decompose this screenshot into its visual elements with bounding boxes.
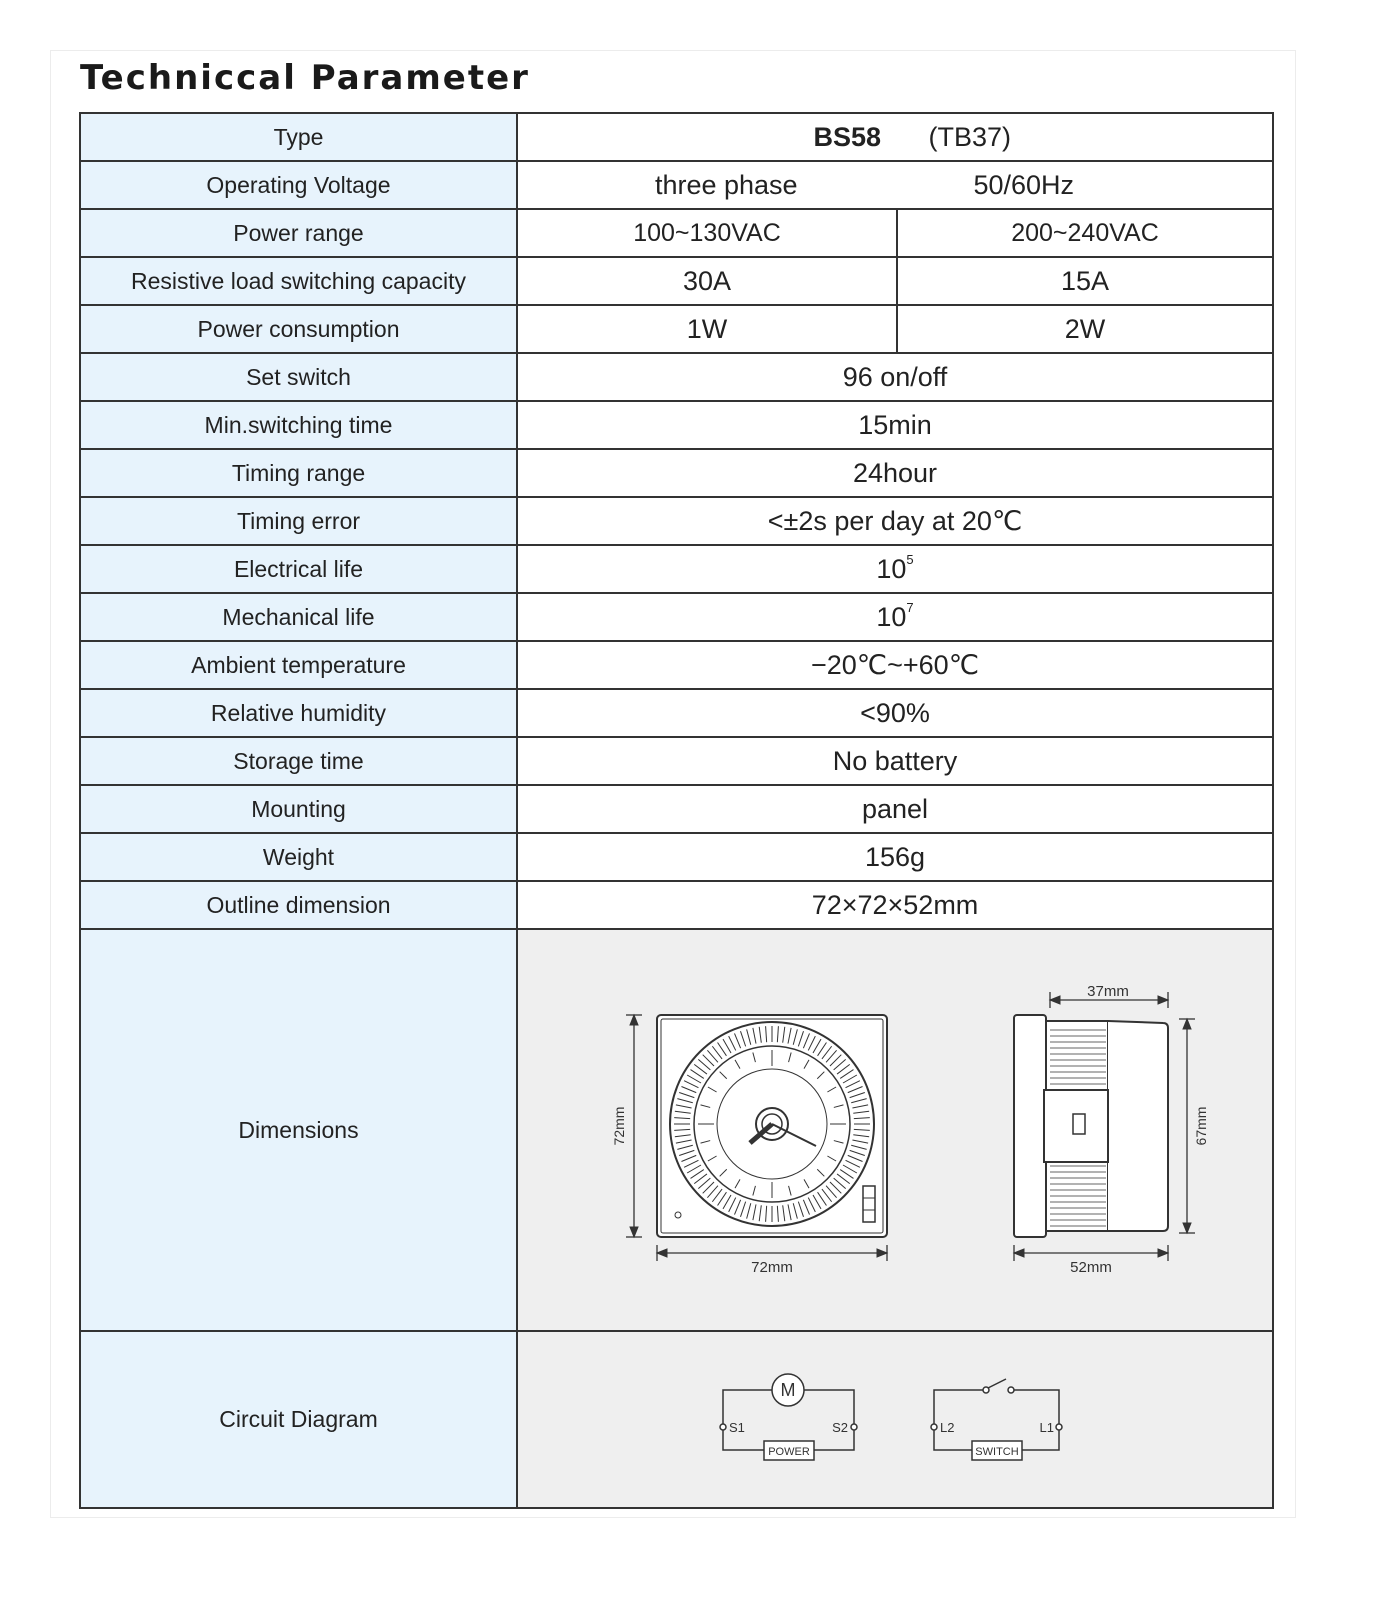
row-label: Relative humidity [80, 689, 517, 737]
table-row [80, 785, 1273, 833]
row-label: Circuit Diagram [80, 1331, 517, 1508]
switch-contact [988, 1379, 1006, 1388]
table-row [80, 305, 1273, 353]
table-row [80, 209, 1273, 257]
front-height-label: 72mm [611, 1106, 627, 1146]
table-row [80, 353, 1273, 401]
resistive-low: 30A [517, 257, 897, 305]
dimension-drawing [518, 930, 1272, 1325]
spec-table [79, 112, 1274, 1509]
table-row [80, 257, 1273, 305]
motor-label: M [780, 1380, 796, 1400]
consumption-high: 2W [897, 305, 1273, 353]
min-switch-value: 15min [517, 401, 1273, 449]
storage-value: No battery [517, 737, 1273, 785]
resistive-high: 15A [897, 257, 1273, 305]
table-row [80, 1331, 1273, 1508]
row-label: Weight [80, 833, 517, 881]
circuit-diagram [518, 1332, 1272, 1502]
table-row [80, 401, 1273, 449]
switch-label: SWITCH [975, 1446, 1019, 1458]
row-label: Min.switching time [80, 401, 517, 449]
table-row [80, 881, 1273, 929]
set-switch-value: 96 on/off [517, 353, 1273, 401]
circuit-drawing-cell [517, 1331, 1273, 1508]
power-range-high: 200~240VAC [897, 209, 1273, 257]
table-row [80, 689, 1273, 737]
electrical-life-value [517, 545, 1273, 593]
side-height-label: 67mm [1193, 1106, 1209, 1146]
power-label: POWER [768, 1446, 810, 1458]
s1-label: S1 [729, 1420, 745, 1435]
row-label: Power consumption [80, 305, 517, 353]
row-label: Timing error [80, 497, 517, 545]
side-bezel [1014, 1015, 1046, 1237]
power-base: 10 [876, 601, 907, 632]
humidity-value: <90% [517, 689, 1273, 737]
mounting-value: panel [517, 785, 1273, 833]
table-row [80, 641, 1273, 689]
row-label: Storage time [80, 737, 517, 785]
terminal-s2 [851, 1424, 857, 1430]
outline-value: 72×72×52mm [517, 881, 1273, 929]
table-row [80, 833, 1273, 881]
table-row [80, 449, 1273, 497]
voltage-value [517, 161, 1273, 209]
weight-value: 156g [517, 833, 1273, 881]
table-row [80, 929, 1273, 1331]
model-code: BS58 [813, 121, 882, 152]
side-total-label: 52mm [1070, 1259, 1112, 1276]
mechanical-life-value [517, 593, 1273, 641]
row-label: Dimensions [80, 929, 517, 1331]
side-depth-label: 37mm [1087, 983, 1129, 1000]
side-view [1014, 992, 1195, 1261]
row-label: Resistive load switching capacity [80, 257, 517, 305]
power-exponent: 7 [906, 599, 914, 615]
row-label: Electrical life [80, 545, 517, 593]
row-label: Ambient temperature [80, 641, 517, 689]
row-label: Outline dimension [80, 881, 517, 929]
override-switch [863, 1186, 875, 1222]
type-value [517, 113, 1273, 161]
power-base: 10 [876, 553, 907, 584]
row-label: Mounting [80, 785, 517, 833]
l1-label: L1 [1039, 1420, 1054, 1435]
dimensions-drawing-cell [517, 929, 1273, 1331]
row-label: Set switch [80, 353, 517, 401]
terminal-l1 [1056, 1424, 1062, 1430]
row-label: Mechanical life [80, 593, 517, 641]
terminal-s1 [720, 1424, 726, 1430]
table-row [80, 113, 1273, 161]
table-row [80, 593, 1273, 641]
page-title: Techniccal Parameter [80, 58, 530, 98]
row-label: Timing range [80, 449, 517, 497]
table-row [80, 497, 1273, 545]
s2-label: S2 [832, 1420, 848, 1435]
side-clip [1044, 1090, 1108, 1162]
phase-value: three phase [654, 169, 798, 200]
table-row [80, 161, 1273, 209]
power-range-low: 100~130VAC [517, 209, 897, 257]
timing-error-value: <±2s per day at 20℃ [517, 497, 1273, 545]
row-label: Operating Voltage [80, 161, 517, 209]
front-view [626, 1015, 887, 1261]
front-width-label: 72mm [751, 1259, 793, 1276]
table-row [80, 545, 1273, 593]
model-alt-code: (TB37) [928, 121, 1012, 152]
frequency-value: 50/60Hz [973, 169, 1075, 200]
table-row [80, 737, 1273, 785]
row-label: Power range [80, 209, 517, 257]
l2-label: L2 [940, 1420, 955, 1435]
timing-range-value: 24hour [517, 449, 1273, 497]
power-exponent: 5 [906, 551, 914, 567]
ambient-value: −20℃~+60℃ [517, 641, 1273, 689]
side-back [1108, 1021, 1168, 1231]
row-label: Type [80, 113, 517, 161]
terminal-l2 [931, 1424, 937, 1430]
consumption-low: 1W [517, 305, 897, 353]
